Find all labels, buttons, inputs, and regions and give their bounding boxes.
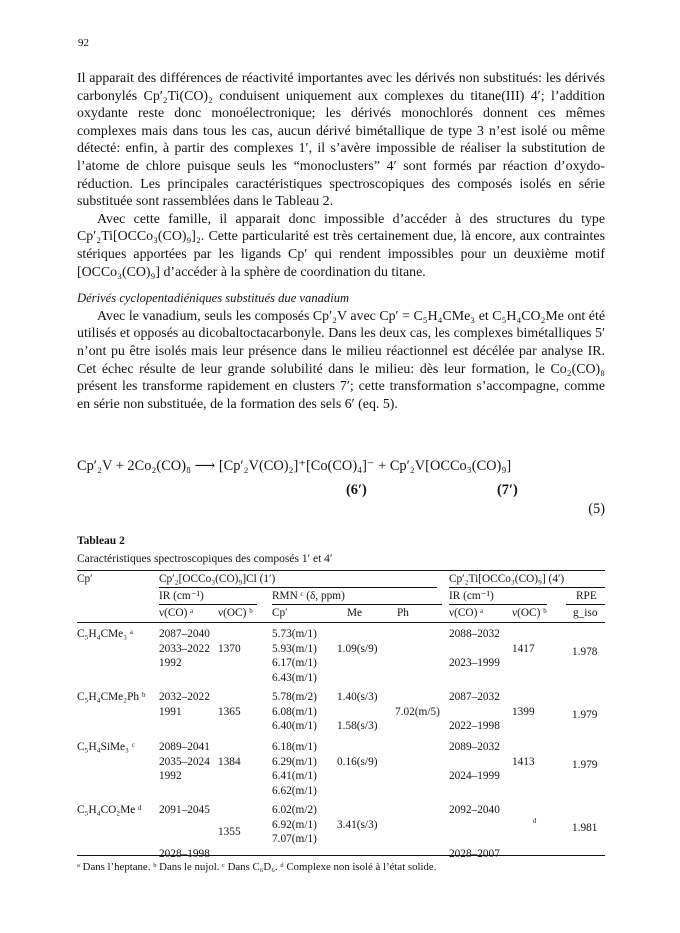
body-text [77,70,605,413]
table-title: Tableau 2 [77,535,125,547]
row-nuco: 1991 [159,705,182,718]
table-subtitle: Caractéristiques spectroscopiques des composés 1′ et 4′ [77,553,333,565]
row-nuco4: 2024–1999 [449,770,500,783]
row-nuco: 2091–2045 [159,804,210,816]
row-cp-nmr: 6.43(m/1) [272,671,317,684]
row-cp: C₅H₄SiMe₃ ᶜ [77,741,135,753]
header-bottom-rule [77,622,605,623]
row-nuco: 2089–2041 [159,741,210,753]
row-giso: 1.981 [572,821,598,834]
row-cp-nmr: 6.29(m/1) [272,755,317,768]
row-cp-nmr: 6.41(m/1) [272,770,317,783]
equation-5 [77,458,605,532]
paragraph-1: Il apparait des différences de réactivité importantes avec les dérivés non substitués: les dérivés carbonylés Cp′₂Ti(CO)₂ conduisent uniquement aux complexes du titane(III) 4′; l’addition oxydante reste donc monoélectronique; les dérivés monochlorés donnent ces mêmes complexes mais dans tous les cas, aucun dérivé bimétallique de type 3 n’est isolé ou même détecté: enfin, à partir des complexes 1′, il s’avère impossible de réaliser la substitution de l’atome de chlore puisque seuls les “monoclusters” 4′ sont formés par réaction d’oxydo-réduction. Les principales caractéristiques spectroscopiques des composés isolés en série substituée sont rassemblées dans le Tableau 2. [77,71,605,210]
row-nuco: 2033–2022 [159,642,210,655]
equation-number: (5) [588,501,605,517]
section-heading: Dérivés cyclopentadiéniques substitués due vanadium [77,291,350,306]
row-me: 0.16(s/9) [337,755,378,768]
header-cp-nmr: Cp′ [272,607,288,619]
row-me: 1.40(s/3) [337,691,378,703]
header-group-2: Cp′₂Ti[OCCo₃(CO)₉] (4′) [449,573,565,585]
row-nuco: 1992 [159,657,182,670]
row-nuoc: 1370 [218,642,241,655]
row-ph: 7.02(m/5) [395,705,440,718]
row-nuoc: 1384 [218,755,241,768]
group1-rule [159,587,437,588]
row-nuoc: 1365 [218,705,241,718]
header-ph: Ph [397,607,409,619]
row-nuco4: 2087–2032 [449,691,500,703]
equation-label-7: (7′) [497,482,518,498]
header-nuoc-1: ν(OC) ᵇ [218,607,253,619]
row-cp-nmr: 5.93(m/1) [272,642,317,655]
row-nuco4: 2088–2032 [449,628,500,640]
header-cp: Cp′ [77,573,93,585]
header-me: Me [347,607,363,619]
row-cp-nmr: 5.78(m/2) [272,691,317,703]
equation-label-6: (6′) [346,482,367,498]
row-nuco: 2028–1998 [159,847,210,860]
row-cp: C₅H₄CMe₂Ph ᵇ [77,691,146,703]
row-cp-nmr: 6.62(m/1) [272,784,317,797]
equation-reaction: Cp′₂V + 2Co₂(CO)₈ ⟶ [Cp′₂V(CO)₂]⁺[Co(CO)₄]⁻ + Cp′₂V[OCCo₃(CO)₉] [77,458,512,474]
row-me: 1.09(s/9) [337,642,378,655]
row-nuco4: 2089–2032 [449,741,500,753]
paragraph-2: Avec cette famille, il apparait donc impossible d’accéder à des structures du type Cp′₂Ti[OCCo₃(CO)₉]₂. Cette particularité est très certainement due, là encore, aux contraintes stériques apportées par les ligands Cp′ qui rendent impossibles pour un deuxième motif [OCCo₃(CO)₉] d’accéder à la sphère de coordination du titane. [77,211,605,280]
paragraph-3: Avec le vanadium, seuls les composés Cp′₂V avec Cp′ = C₅H₄CMe₃ et C₅H₄CO₂Me ont été utilisés et opposés au dicobaltoctacarbonyle. Dans les deux cas, les complexes bimétalliques 5′ n’ont pu être isolés mais leur présence dans le milieu réactionnel est décélée par analyse IR. Cet échec résulte de leur grande solubilité dans le milieu: dès leur formation, le Co₂(CO)₈ présent les transforme rapidement en clusters 7′; cette transformation s’accompagne, comme en série non substituée, de la formation des sels 6′ (eq. 5). [77,308,605,412]
row-nuco4: 2028–2007 [449,847,500,860]
row-nuoc4: 1417 [512,642,535,655]
rpe-rule [566,604,605,605]
row-cp-nmr: 6.17(m/1) [272,657,317,670]
table-top-rule [77,570,605,571]
rmn-rule [272,604,442,605]
row-cp-nmr: 6.02(m/2) [272,804,317,816]
row-cp: C₅H₄CMe₃ ᵃ [77,628,134,640]
header-rmn: RMN ᶜ (δ, ppm) [272,590,345,602]
table-footnote: ᵃ Dans l’heptane. ᵇ Dans le nujol. ᶜ Dans C₆D₆. ᵈ Complexe non isolé à l’état solide. [77,861,437,873]
row-nuco: 2035–2024 [159,755,210,768]
header-ir-1: IR (cm⁻¹) [159,590,204,602]
row-giso: 1.978 [572,645,598,658]
page-number: 92 [78,37,89,49]
row-cp-nmr: 6.40(m/1) [272,720,317,733]
row-nuco: 2032–2022 [159,691,210,703]
table-caption [77,532,332,568]
row-nuco4: 2022–1998 [449,720,500,733]
row-giso: 1.979 [572,708,598,721]
ir2-rule [449,604,547,605]
header-nuoc-2: ν(OC) ᵇ [512,607,547,619]
row-cp-nmr: 5.73(m/1) [272,628,317,640]
header-nuco-2: ν(CO) ᵃ [449,607,484,619]
header-giso: g_iso [573,607,598,619]
header-nuco-1: ν(CO) ᵃ [159,607,194,619]
row-nuoc4: 1413 [512,755,535,768]
header-ir-2: IR (cm⁻¹) [449,590,494,602]
row-nuco4: 2092–2040 [449,804,500,816]
group2-rule [449,587,605,588]
header-rpe: RPE [576,590,597,602]
row-nuoc4: ᵈ [533,817,537,830]
row-nuco: 1992 [159,770,182,783]
row-nuoc4: 1399 [512,705,535,718]
header-group-1: Cp′₂[OCCo₃(CO)₉]Cl (1′) [159,573,276,585]
row-cp-nmr: 6.18(m/1) [272,741,317,753]
row-nuoc: 1355 [218,825,241,838]
spectroscopy-table [77,570,605,860]
row-cp-nmr: 6.92(m/1) [272,818,317,831]
ir1-rule [159,604,257,605]
row-giso: 1.979 [572,758,598,771]
row-nuco4: 2023–1999 [449,657,500,670]
row-nuco: 2087–2040 [159,628,210,640]
row-me: 1.58(s/3) [337,720,378,733]
row-cp: C₅H₄CO₂Me ᵈ [77,804,142,816]
row-me: 3.41(s/3) [337,818,378,831]
table-bottom-rule [77,855,605,856]
row-cp-nmr: 7.07(m/1) [272,833,317,846]
row-cp-nmr: 6.08(m/1) [272,705,317,718]
